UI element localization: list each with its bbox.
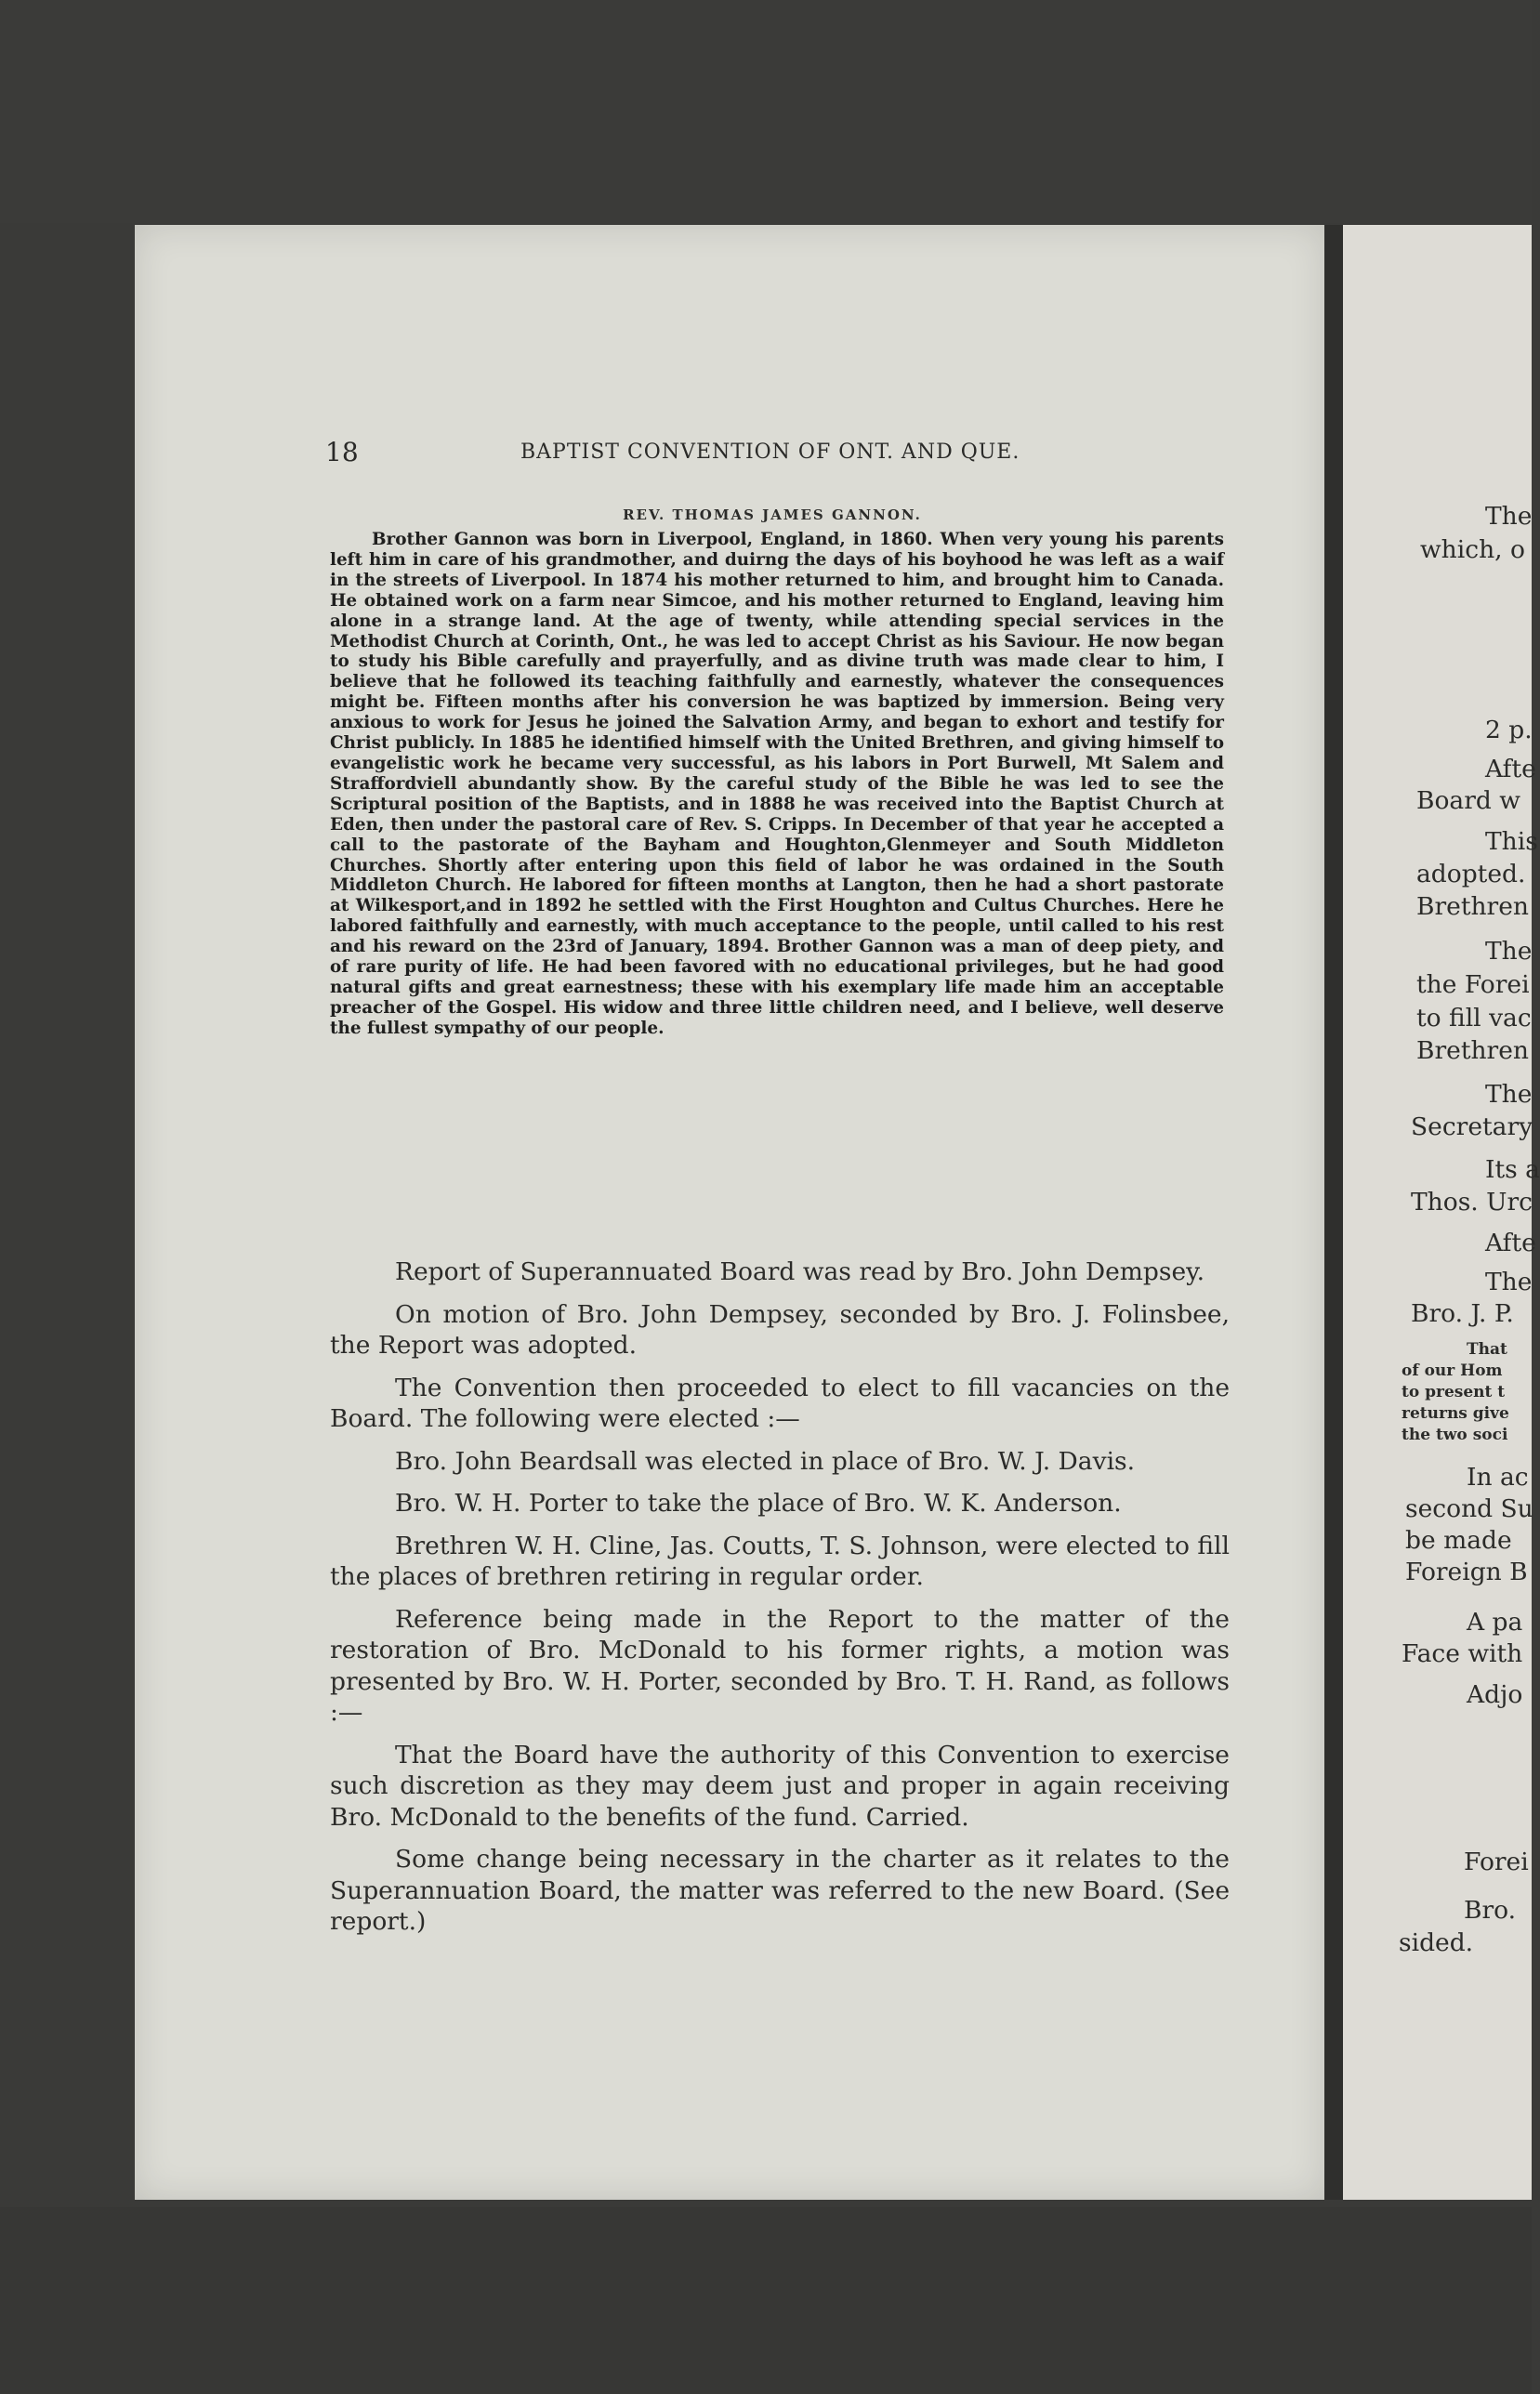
obituary-title: REV. THOMAS JAMES GANNON. (623, 506, 922, 523)
right-fragment: Forei (1464, 1848, 1529, 1876)
right-fragment: which, o (1420, 535, 1525, 564)
right-fragment: the Forei (1416, 970, 1530, 999)
right-fragment: In ac (1467, 1463, 1529, 1492)
right-fragment: That (1467, 1340, 1507, 1359)
right-fragment: second Su (1405, 1494, 1533, 1523)
right-fragment: adopted. (1416, 860, 1526, 888)
paragraph: On motion of Bro. John Dempsey, seconded by Bro. J. Folinsbee, the Report was adopted. (330, 1299, 1230, 1360)
right-fragment: Secretary (1411, 1112, 1533, 1141)
proceedings-text (330, 1256, 1230, 1949)
paragraph: Reference being made in the Report to the matter of the restoration of Bro. McDonald to his former rights, a motion was presented by Bro. W. H. Porter, seconded by Bro. T. H. Rand, as follows :— (330, 1604, 1230, 1727)
right-fragment: Brethren (1416, 1036, 1529, 1065)
right-fragment: Its a (1485, 1155, 1540, 1184)
paragraph: Bro. John Beardsall was elected in place of Bro. W. J. Davis. (395, 1446, 1136, 1476)
scan-frame-top (0, 0, 1532, 223)
book-gutter (1324, 225, 1343, 2200)
right-fragment: The (1485, 937, 1533, 966)
right-fragment: The (1485, 1080, 1533, 1109)
right-fragment: Bro. (1464, 1896, 1517, 1925)
paragraph: Brethren W. H. Cline, Jas. Coutts, T. S. Johnson, were elected to fill the places of brethren retiring in regular order. (330, 1531, 1230, 1591)
right-fragment: 2 p. (1485, 716, 1533, 744)
paragraph: Bro. W. H. Porter to take the place of Bro. W. K. Anderson. (395, 1489, 1122, 1518)
right-fragment: The (1485, 502, 1533, 531)
paragraph: Some change being necessary in the charter as it relates to the Superannuation Board, the matter was referred to the new Board. (See report.) (330, 1845, 1230, 1936)
right-fragment: of our Hom (1402, 1361, 1503, 1380)
right-fragment: A pa (1467, 1608, 1523, 1637)
right-fragment: to fill vac (1416, 1004, 1532, 1033)
paragraph: Report of Superannuated Board was read by Bro. John Dempsey. (395, 1257, 1205, 1286)
right-fragment: This (1485, 827, 1538, 856)
right-fragment: Afte (1485, 1229, 1536, 1257)
right-fragment: to present t (1402, 1383, 1506, 1401)
right-fragment: Board w (1416, 786, 1520, 815)
right-fragment: The (1485, 1268, 1533, 1296)
right-fragment: Bro. J. P. (1411, 1299, 1514, 1328)
right-fragment: sided. (1399, 1928, 1474, 1957)
running-head: BAPTIST CONVENTION OF ONT. AND QUE. (520, 441, 1020, 464)
right-fragment: Thos. Urc (1411, 1188, 1533, 1217)
right-fragment: Foreign B (1405, 1558, 1528, 1586)
right-fragment: returns give (1402, 1404, 1509, 1423)
right-fragment: Brethren (1416, 892, 1529, 921)
right-fragment: Adjo (1467, 1680, 1523, 1709)
page-header (325, 437, 1255, 474)
right-fragment: the two soci (1402, 1426, 1508, 1444)
right-fragment: Afte (1485, 755, 1536, 783)
page-number: 18 (325, 437, 359, 467)
paragraph: That the Board have the authority of this Convention to exercise such discretion as they may deem just and proper in again receiving Bro. McDonald to the benefits of the fund. Carried. (330, 1740, 1230, 1832)
right-fragment: be made (1405, 1526, 1512, 1555)
scan-frame-bottom (0, 2207, 1532, 2394)
obituary-text: Brother Gannon was born in Liverpool, England, in 1860. When very young his parents left him in care of his grandmother, and duirng the days of his boyhood he was left as a waif in the streets of Liverpool. In 1874 his mother returned to him, and brought him to Canada. He obtained work on a farm near Simcoe, and his mother returned to England, leaving him alone in a strange land. At the age of twenty, while attending special services in the Methodist Church at Corinth, Ont., he was led to accept Christ as his Saviour. He now began to study his Bible carefully and prayerfully, and as divine truth was made clear to him, I believe that he followed its teaching faithfully and earnestly, whatever the consequences might be. Fifteen months after his conversion he was baptized by immersion. Being very anxious to work for Jesus he joined the Salvation Army, and began to exhort and testify for Christ publicly. In 1885 he identified himself with the United Brethren, and giving himself to evangelistic work he became very successful, as his labors in Port Burwell, Mt Salem and Straffordviell abundantly show. By the careful study of the Bible he was led to see the Scriptural position of the Baptists, and in 1888 he was received into the Baptist Church at Eden, then under the pastoral care of Rev. S. Cripps. In December of that year he accepted a call to the pastorate of the Bayham and Houghton,Glenmeyer and South Middleton Churches. Shortly after entering upon this field of labor he was ordained in the South Middleton Church. He labored for fifteen months at Langton, then he had a short pastorate at Wilkesport,and in 1892 he settled with the First Houghton and Cultus Churches. Here he labored faithfully and earnestly, with much acceptance to the people, until called to his rest and his reward on the 23rd of January, 1894. Brother Gannon was a man of deep piety, and of rare purity of life. He had been favored with no educational privileges, but he had good natural gifts and great earnestness; these with his exemplary life made him an acceptable preacher of the Gospel. His widow and three little children need, and I believe, well deserve the fullest sympathy of our people. (330, 530, 1224, 1038)
paragraph: The Convention then proceeded to elect to fill vacancies on the Board. The following were elected :— (330, 1373, 1230, 1433)
right-fragment: Face with (1402, 1639, 1523, 1668)
